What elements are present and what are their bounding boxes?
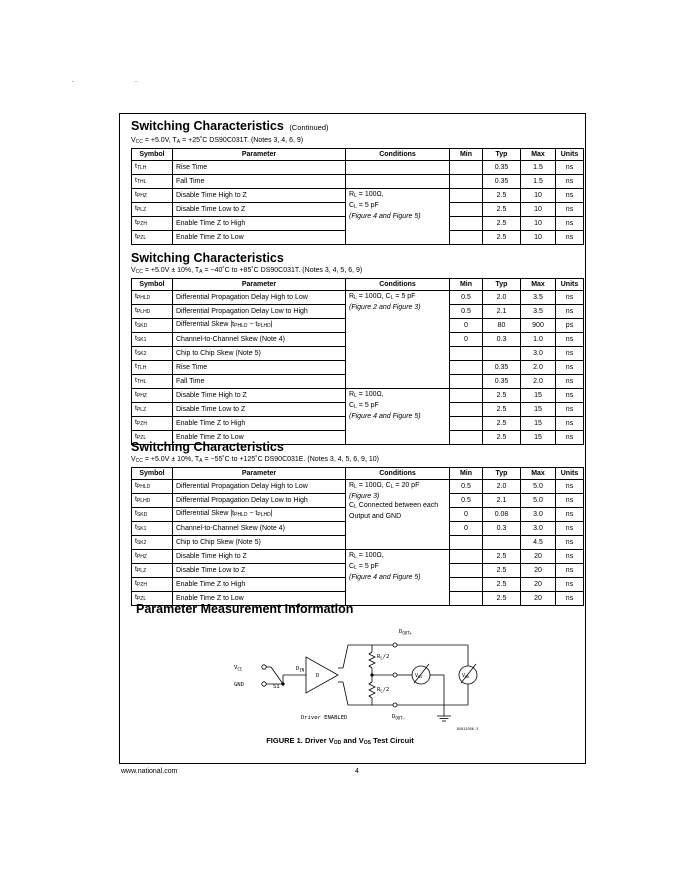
symbol-cell: $t_{SK2}$ [132,536,173,550]
symbol-cell: $t_{PLZ}$ [132,403,173,417]
typ-cell: 2.5 [483,231,521,245]
max-cell: 20 [521,592,556,606]
pmi-title: Parameter Measurement Information [136,602,354,616]
symbol-cell: $t_{PZL}$ [132,431,173,445]
section-title-text: Switching Characteristics [131,119,284,133]
column-header: Symbol [132,468,173,480]
symbol-cell: $t_{TLH}$ [132,161,173,175]
symbol-cell: $t_{PHZ}$ [132,189,173,203]
max-cell: 10 [521,231,556,245]
parameter-cell: Disable Time High to Z [173,389,346,403]
footer-url: www.national.com [121,768,178,775]
symbol-cell: $t_{PLHD}$ [132,305,173,319]
parameter-cell: Differential Skew $|t_{PHLD} - t_{PLHD}|$ [173,508,346,522]
parameter-cell: Disable Time Low to Z [173,203,346,217]
max-cell: 20 [521,578,556,592]
conditions-cell: $R_L = 100\Omega$, $C_L = 5$ pF (Figure 4 and Figure 5) [346,550,450,606]
max-cell: 3.5 [521,305,556,319]
symbol-cell: $t_{PLZ}$ [132,203,173,217]
unit-cell: ps [556,319,584,333]
typ-cell: 2.5 [483,217,521,231]
column-header: Min [450,468,483,480]
section-title: Switching Characteristics [131,251,284,265]
gnd-label: GND [234,682,244,688]
symbol-cell: $t_{PLHD}$ [132,494,173,508]
unit-cell: ns [556,578,584,592]
symbol-cell: $t_{THL}$ [132,175,173,189]
unit-cell: ns [556,231,584,245]
min-cell: 0 [450,522,483,536]
unit-cell: ns [556,189,584,203]
parameter-cell: Channel-to-Channel Skew (Note 4) [173,333,346,347]
conditions-cell: $R_L = 100\Omega$, $C_L = 5$ pF (Figure 2 and Figure 3) [346,291,450,389]
symbol-cell: $t_{PHLD}$ [132,291,173,305]
conditions-cell: $R_L = 100\Omega$, $C_L = 5$ pF (Figure 4 and Figure 5) [346,189,450,245]
column-header: Conditions [346,468,450,480]
typ-cell: 0.08 [483,508,521,522]
rl2-bottom-label: $R_L/2$ [377,687,390,694]
typ-cell: 2.5 [483,203,521,217]
column-header: Symbol [132,279,173,291]
column-header: Units [556,279,584,291]
column-header: Parameter [173,468,346,480]
column-header: Max [521,468,556,480]
max-cell: 10 [521,217,556,231]
dout-minus-label: $D_{OUT-}$ [392,714,405,721]
typ-cell: 2.1 [483,494,521,508]
vod-meter-label: $V_{OD}$ [462,673,470,679]
unit-cell: ns [556,291,584,305]
min-cell: 0.5 [450,305,483,319]
max-cell: 3.0 [521,508,556,522]
column-header: Min [450,279,483,291]
max-cell: 1.0 [521,333,556,347]
column-header: Max [521,149,556,161]
vos-meter-label: $V_{OS}$ [415,673,423,679]
typ-cell: 80 [483,319,521,333]
test-conditions: $V_{CC} = +5.0V \pm 10\%$, $T_A$ = −40˚C to +85˚C DS90C031T. (Notes 3, 4, 5, 6, 9) [131,267,363,275]
unit-cell: ns [556,522,584,536]
parameter-cell: Differential Propagation Delay High to Low [173,480,346,494]
max-cell: 2.0 [521,375,556,389]
min-cell: 0 [450,508,483,522]
min-cell: 0 [450,333,483,347]
max-cell: 3.5 [521,291,556,305]
symbol-cell: $t_{TLH}$ [132,361,173,375]
parameter-cell: Differential Propagation Delay Low to High [173,494,346,508]
parameter-cell: Disable Time Low to Z [173,403,346,417]
driver-symbol-label: D [316,673,320,679]
min-cell: 0 [450,319,483,333]
parameter-cell: Disable Time Low to Z [173,564,346,578]
continued-label: (Continued) [289,123,329,132]
unit-cell: ns [556,480,584,494]
parameter-cell: Differential Skew $|t_{PHLD} - t_{PLHD}|$ [173,319,346,333]
unit-cell: ns [556,305,584,319]
parameter-cell: Differential Propagation Delay Low to High [173,305,346,319]
max-cell: 15 [521,403,556,417]
typ-cell: 0.3 [483,522,521,536]
symbol-cell: $t_{PZH}$ [132,217,173,231]
parameter-cell: Enable Time Z to High [173,578,346,592]
unit-cell: ns [556,217,584,231]
switch-label: S1 [273,684,280,690]
max-cell: 10 [521,203,556,217]
typ-cell: 2.0 [483,480,521,494]
symbol-cell: $t_{PHZ}$ [132,389,173,403]
parameter-cell: Enable Time Z to Low [173,431,346,445]
unit-cell: ns [556,375,584,389]
unit-cell: ns [556,417,584,431]
max-cell: 3.0 [521,522,556,536]
max-cell: 3.0 [521,347,556,361]
typ-cell: 2.1 [483,305,521,319]
unit-cell: ns [556,161,584,175]
parameter-cell: Fall Time [173,175,346,189]
rl2-top-label: $R_L/2$ [377,654,390,661]
parameter-cell: Enable Time Z to High [173,417,346,431]
max-cell: 15 [521,417,556,431]
typ-cell: 2.5 [483,564,521,578]
column-header: Conditions [346,279,450,291]
parameter-cell: Disable Time High to Z [173,189,346,203]
max-cell: 1.5 [521,161,556,175]
parameter-cell: Enable Time Z to Low [173,592,346,606]
unit-cell: ns [556,550,584,564]
parameter-cell: Differential Propagation Delay High to Low [173,291,346,305]
column-header: Conditions [346,149,450,161]
unit-cell: ns [556,347,584,361]
parameter-cell: Chip to Chip Skew (Note 5) [173,536,346,550]
symbol-cell: $t_{PZH}$ [132,417,173,431]
parameter-cell: Rise Time [173,361,346,375]
unit-cell: ns [556,536,584,550]
parameter-cell: Enable Time Z to High [173,217,346,231]
typ-cell: 0.3 [483,333,521,347]
symbol-cell: $t_{SK1}$ [132,333,173,347]
parameter-cell: Disable Time High to Z [173,550,346,564]
symbol-cell: $t_{SKD}$ [132,319,173,333]
unit-cell: ns [556,333,584,347]
parameter-cell: Enable Time Z to Low [173,231,346,245]
column-header: Typ [483,149,521,161]
parameter-cell: Chip to Chip Skew (Note 5) [173,347,346,361]
max-cell: 15 [521,389,556,403]
page-number: 4 [355,768,359,775]
typ-cell: 2.5 [483,550,521,564]
unit-cell: ns [556,564,584,578]
typ-cell: 2.5 [483,578,521,592]
driver-enabled-label: Driver ENABLED [301,715,348,721]
unit-cell: ns [556,361,584,375]
max-cell: 2.0 [521,361,556,375]
dout-plus-label: $D_{OUT+}$ [399,629,412,636]
parameter-cell: Rise Time [173,161,346,175]
unit-cell: ns [556,403,584,417]
test-conditions: $V_{CC} = +5.0V \pm 10\%$, $T_A$ = −55˚C to +125˚C DS90C031E. (Notes 3, 4, 5, 6, 9, 10) [131,456,379,464]
typ-cell: 2.5 [483,431,521,445]
typ-cell: 0.35 [483,161,521,175]
symbol-cell: $t_{SKD}$ [132,508,173,522]
vcc-label: $V_{CC}$ [234,665,243,672]
symbol-cell: $t_{PHZ}$ [132,550,173,564]
column-header: Min [450,149,483,161]
symbol-cell: $t_{PZH}$ [132,578,173,592]
min-cell: 0.5 [450,291,483,305]
max-cell: 5.0 [521,494,556,508]
section-title: Switching Characteristics [131,440,284,454]
column-header: Parameter [173,149,346,161]
min-cell: 0.5 [450,494,483,508]
conditions-cell: $R_L = 100\Omega$, $C_L = 5$ pF (Figure 4 and Figure 5) [346,389,450,445]
column-header: Max [521,279,556,291]
typ-cell: 2.0 [483,291,521,305]
typ-cell: 2.5 [483,189,521,203]
stray-mark: . [72,77,74,84]
symbol-cell: $t_{PHLD}$ [132,480,173,494]
symbol-cell: $t_{PZL}$ [132,592,173,606]
unit-cell: ns [556,389,584,403]
max-cell: 15 [521,431,556,445]
symbol-cell: $t_{PLZ}$ [132,564,173,578]
unit-cell: ns [556,175,584,189]
column-header: Parameter [173,279,346,291]
unit-cell: ns [556,592,584,606]
unit-cell: ns [556,203,584,217]
column-header: Typ [483,468,521,480]
parameter-cell: Fall Time [173,375,346,389]
typ-cell: 0.35 [483,175,521,189]
stray-mark: . [135,77,137,84]
column-header: Units [556,468,584,480]
conditions-cell: $R_L = 100\Omega$, $C_L = 20$ pF (Figure 3) $C_L$ Connected between each Output and GND [346,480,450,550]
max-cell: 900 [521,319,556,333]
column-header: Units [556,149,584,161]
max-cell: 1.5 [521,175,556,189]
din-label: $D_{IN}$ [296,666,305,673]
symbol-cell: $t_{SK2}$ [132,347,173,361]
max-cell: 20 [521,564,556,578]
max-cell: 4.5 [521,536,556,550]
max-cell: 5.0 [521,480,556,494]
column-header: Typ [483,279,521,291]
test-conditions: $V_{CC} = +5.0V$, $T_A$ = +25˚C DS90C031T. (Notes 3, 4, 6, 9) [131,137,304,145]
max-cell: 20 [521,550,556,564]
min-cell: 0.5 [450,480,483,494]
symbol-cell: $t_{SK1}$ [132,522,173,536]
typ-cell: 0.35 [483,375,521,389]
unit-cell: ns [556,431,584,445]
unit-cell: ns [556,508,584,522]
max-cell: 10 [521,189,556,203]
typ-cell: 0.35 [483,361,521,375]
unit-cell: ns [556,494,584,508]
figure-caption: FIGURE 1. Driver $V_{OD}$ and $V_{OS}$ Test Circuit [266,736,414,746]
drawing-code: DS011956-3 [457,727,479,731]
symbol-cell: $t_{PZL}$ [132,231,173,245]
typ-cell: 2.5 [483,403,521,417]
typ-cell: 2.5 [483,417,521,431]
column-header: Symbol [132,149,173,161]
symbol-cell: $t_{THL}$ [132,375,173,389]
typ-cell: 2.5 [483,389,521,403]
typ-cell: 2.5 [483,592,521,606]
parameter-cell: Channel-to-Channel Skew (Note 4) [173,522,346,536]
